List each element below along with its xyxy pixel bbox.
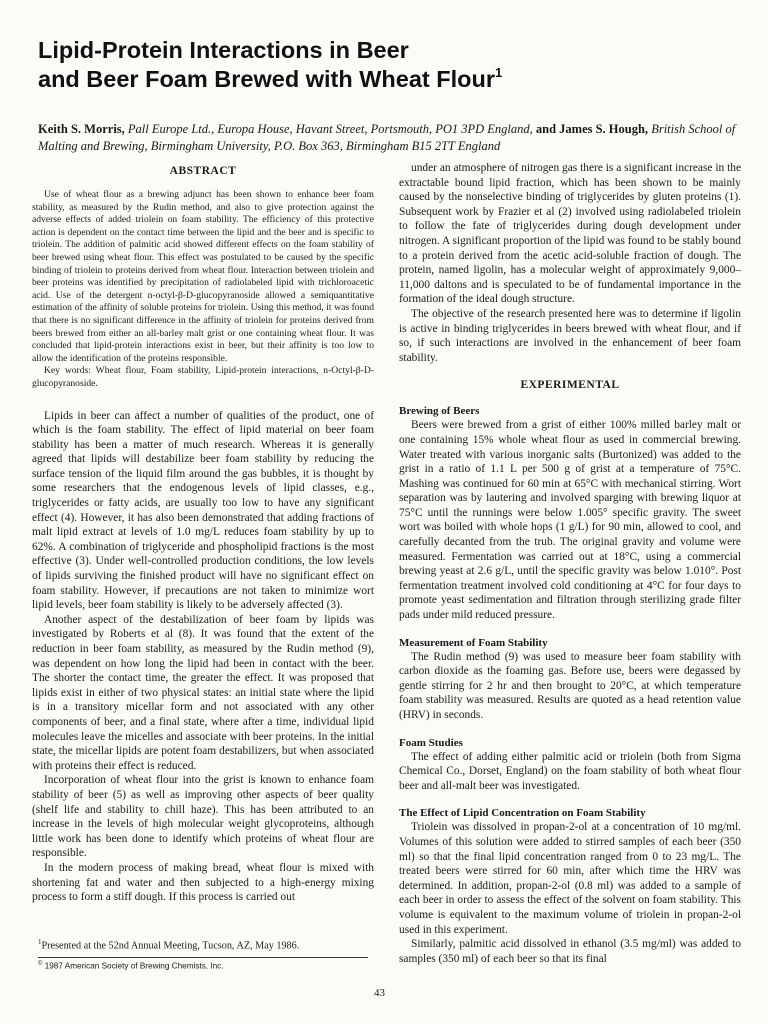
- objective-paragraph: The objective of the research presented here was to determine if ligolin is active in binding triglycerides in beers brewed with wheat flour, and if so, if such interactions are involved in the enhancement of beer foam stability.: [399, 307, 741, 364]
- section-heading-brewing: Brewing of Beers: [399, 405, 480, 418]
- page-number: 43: [374, 987, 385, 999]
- author-1-name: Keith S. Morris,: [38, 122, 125, 136]
- intro-paragraph: Incorporation of wheat flour into the grist is known to enhance foam stability of beer (5) as well as improving other aspects of beer quality (shelf life and stability to chill haze). This has been attributed to an increase in the levels of high molecular weight glycoproteins, although little work has been done to identify which proteins of wheat flour are responsible.: [32, 774, 374, 860]
- footnotes: [38, 938, 380, 971]
- intro-paragraph: In the modern process of making bread, wheat flour is mixed with shortening fat and water and then subjected to a high-energy mixing process to form a stiff dough. If this process is carried out: [32, 861, 374, 904]
- abstract-heading: ABSTRACT: [169, 165, 237, 177]
- section-paragraph: Beers were brewed from a grist of either 100% milled barley malt or one containing 15% whole wheat flour as used in commercial brewing. Water treated with various inorganic salts (Burtonized) was added to the grist in a ratio of 1.1 L per 500 g of grist at a temperature of 75°C. Mashing was continued for 60 min at 65°C with mechanical stirring. Wort separation was by lautering and involved sparging with brewing liquor at 75°C until the runnings were below 1.005° specific gravity. The sweet wort was boiled with whole hops (1 g/L) for 90 min, allowed to cool, and carefully decanted from the trub. The original gravity and volume were measured. Fermentation was carried out at 18°C, using a commercial brewing yeast at 2.6 g/L, until the specific gravity was below 1.010°. Post fermentation treatment involved cold conditioning at 4°C for four days to promote yeast sedimentation and filtration through sterilizing grade filter pads under mild reduced pressure.: [399, 419, 741, 622]
- copyright-notice: [38, 961, 380, 971]
- title-line-1: Lipid-Protein Interactions in Beer: [38, 37, 409, 63]
- title-footnote-mark: 1: [495, 65, 503, 80]
- left-column: [32, 161, 374, 905]
- title-line-2-text: and Beer Foam Brewed with Wheat Flour: [38, 66, 495, 92]
- intro-paragraph: Another aspect of the destabilization of beer foam by lipids was investigated by Roberts et al (8). It was found that the extent of the reduction in beer foam stability, as measured by the Rudin method (9), was dependent on how long the lipid had been in contact with the beer. The shorter the contact time, the greater the effect. It was proposed that lipids exist in either of two physical states: an initial state where the lipid is in a transitory micellar form and not associated with any other components of beer, and a final state, where after a time, individual lipid molecules leave the micelles and associate with beer proteins. In the initial state, the micellar lipids are potent foam destabilizers, but when associated with proteins their effect is reduced.: [32, 613, 374, 772]
- section-paragraph: Similarly, palmitic acid dissolved in ethanol (3.5 mg/ml) was added to samples (350 ml) of each beer so that its final: [399, 938, 741, 965]
- footnote-divider: [38, 957, 368, 958]
- copyright-text: 1987 American Society of Brewing Chemists, Inc.: [44, 962, 224, 972]
- section-heading-foam-studies: Foam Studies: [399, 736, 463, 749]
- author-1-affiliation: Pall Europe Ltd., Europa House, Havant Street, Portsmouth, PO1 3PD England,: [127, 122, 533, 136]
- section-paragraph: The effect of adding either palmitic acid or triolein (both from Sigma Chemical Co., Dorset, England) on the foam stability of both wheat flour beer and all-malt beer was investigated.: [399, 750, 741, 792]
- abstract: [32, 189, 374, 391]
- section-paragraph: The Rudin method (9) was used to measure beer foam stability with carbon dioxide as the foaming gas. Before use, beers were degassed by gentle stirring for 2 hr and then brought to 20°C, at which temperature foam stability was measured. Results are quoted as a head retention value (HRV) in seconds.: [399, 650, 741, 721]
- presentation-footnote: [38, 938, 380, 951]
- article-title: [38, 36, 738, 94]
- footnote-mark: 1: [38, 938, 42, 946]
- title-line-2: [38, 65, 738, 94]
- author-byline: [38, 121, 753, 154]
- abstract-text: Use of wheat flour as a brewing adjunct has been shown to enhance beer foam stability, as measured by the Rudin method, and also to give protection against the adverse effects of added triolein on foam stability. The efficiency of this protective action is dependent on the contact time between the lipid and the beer and is specific to triolein. The addition of palmitic acid showed different effects on the foam stability of beer brewed using wheat flour. This effect was postulated to be caused by the specific binding of triolein to proteins derived from wheat flour. Interaction between triolein and beer proteins was identified by precipitation of radiolabeled lipid with trichloroacetic acid. Use of the detergent n-octyl-β-D-glucopyranoside allowed a semiquantitative estimation of the affinity of soluble proteins for triolein. Using this method, it was found that there is no significant difference in the affinity of triolein for proteins derived from beers brewed from either an all-barley malt grist or one containing wheat flour. It was concluded that lipid-protein interactions exist in beer, but their affinity is too low to allow the identification of the proteins responsible.: [32, 189, 374, 364]
- introduction: [32, 409, 374, 905]
- right-column: [399, 161, 741, 966]
- abstract-keywords: Key words: Wheat flour, Foam stability, Lipid-protein interactions, n-Octyl-β-D-glucopyranoside.: [32, 365, 374, 389]
- author-2-name: James S. Hough,: [559, 122, 649, 136]
- footnote-text: Presented at the 52nd Annual Meeting, Tucson, AZ, May 1986.: [41, 940, 300, 952]
- section-paragraph: Triolein was dissolved in propan-2-ol at a concentration of 10 mg/ml. Volumes of this solution were added to stirred samples of each beer (350 ml) so that the final lipid concentration ranged from 0 to 23 mg/L. The treated beers were stirred for 60 min, after which time the HRV was determined. In addition, propan-2-ol (0.8 ml) was added to a sample of each beer in order to assess the effect of the solvent on foam stability. This volume is equivalent to the maximum volume of triolein in propan-2-ol used in this experiment.: [399, 821, 741, 936]
- author-2-affiliation: British School of Malting and Brewing, Birmingham University, P.O. Box 363, Birmingham B15 2TT England: [38, 122, 736, 153]
- section-heading-foam-measurement: Measurement of Foam Stability: [399, 636, 548, 649]
- intro-continued-paragraph: under an atmosphere of nitrogen gas there is a significant increase in the extractable bound lipid fraction, which has been shown to be mainly caused by the nonselective binding of triglycerides by gluten proteins (1). Subsequent work by Frazier et al (2) involved using radiolabeled triolein to follow the fate of triglycerides during dough development under nitrogen. A significant proportion of the lipid was found to be stably bound to a protein derived from the acetic acid-soluble fraction of dough. The protein, named ligolin, has a molecular weight of approximately 9,000–11,000 daltons and is speculated to be of fundamental importance in the formation of the ideal dough structure.: [399, 162, 741, 306]
- copyright-symbol: ©: [38, 961, 43, 968]
- section-heading-lipid-concentration: The Effect of Lipid Concentration on Foam Stability: [399, 807, 646, 820]
- intro-paragraph: Lipids in beer can affect a number of qualities of the product, one of which is the foam stability. The effect of lipid material on beer foam stability has been a matter of much research. Whereas it is generally agreed that lipids will destabilize beer foam stability by reducing the surface tension of the liquid film around the gas bubbles, it is thought by some researchers that the endogenous levels of lipid classes, e.g., triglycerides or fatty acids, are usually too low to have any significant effect (4). However, it has also been demonstrated that adding fractions of malt lipid extract at levels of 1.0 mg/L reduces foam stability by up to 62%. A combination of triglyceride and phospholipid fractions is the most effective (3). Under well-controlled production conditions, the low levels of lipids surviving the finished product will have no significant effect on foam stability. However, if precautions are not taken to minimize wort lipid levels, beer foam stability is likely to be adversely affected (3).: [32, 409, 374, 612]
- experimental-heading: EXPERIMENTAL: [520, 379, 620, 392]
- author-conjunction: and: [535, 122, 557, 136]
